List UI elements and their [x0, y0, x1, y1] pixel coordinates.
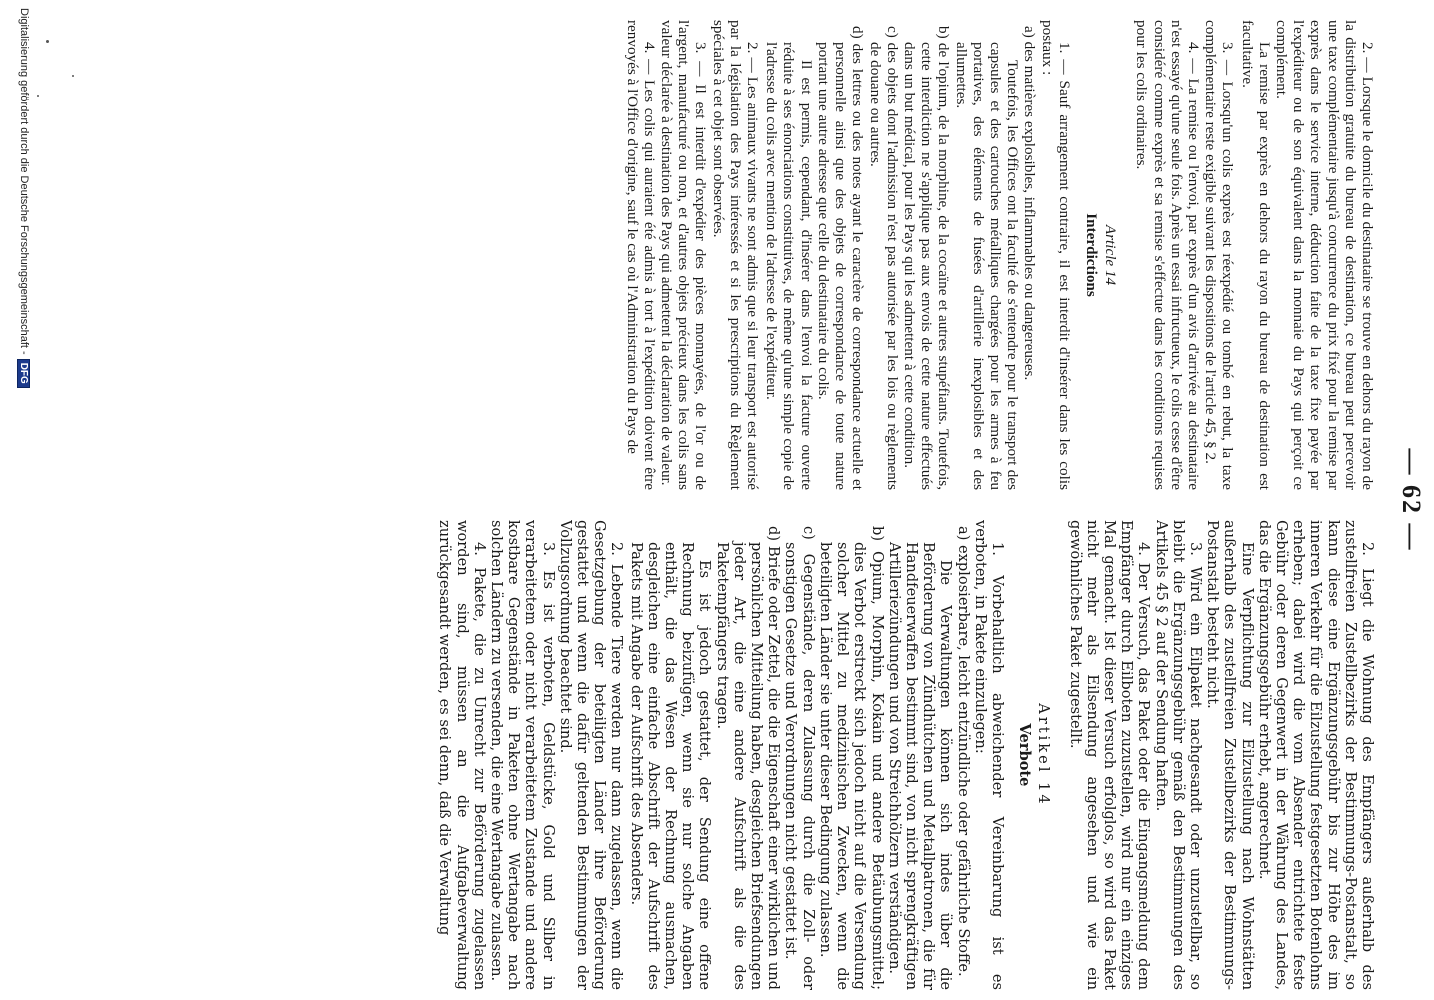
clause-2: 2. — Les animaux vivants ne sont admis que si leur transport est autorisé par la législation des Pays intéressés et si les prescriptions du Règlement spéciales à cet objet sont observées.	[709, 20, 762, 490]
absatz-4: 4. Der Versuch, das Paket oder die Eingangsmeldung dem Empfänger durch Eilboten zuzustellen, wird nur ein einziges Mal gemacht. Ist dieser Versuch erfolglos, so wird das Paket nicht mehr als Eilsendung angesehen und wie ein gewöhnliches Paket zugestellt.	[1066, 520, 1153, 990]
digitization-credit	[17, 8, 30, 388]
ziffer-1d: d) Briefe oder Zettel, die die Eigenschaft einer wirklichen und persönlichen Mitteilung haben, desgleichen Briefsendungen jeder Art, die eine andere Aufschrift als die des Paketempfängers tragen.	[713, 526, 783, 990]
scan-speck	[72, 75, 74, 77]
clause-3: 3. — Il est interdit d'expédier des pièces monnayées, de l'or ou de l'argent, manufacturé ou non, et d'autres objets précieux dans les colis sans valeur déclarée à destination des Pays qui admettent la déclaration de valeur.	[658, 20, 710, 490]
ziffer-1a: a) explosierbare, leicht entzündliche oder gefährliche Stoffe.	[954, 526, 972, 977]
credit-text: Digitalisierung gefördert durch die Deutsche Forschungsgemeinschaft -	[18, 8, 30, 355]
scan-speck	[37, 95, 39, 97]
article-label: Article 14	[1102, 224, 1120, 286]
clause-1c: c) des objets dont l'admission n'est pas autorisée par les lois ou règlements de douane ou autres.	[866, 26, 901, 490]
clause-1b: b) de l'opium, de la morphine, de la cocaïne et autres stupéfiants. Toutefois, cette interdiction ne s'applique pas aux envois de cette nature effectués dans un but médical, pour les Pays qui les admettent à cette condition.	[900, 26, 953, 490]
clause-1a-note: Toutefois, les Offices ont la faculté de s'entendre pour le transport des capsules et des cartouches métalliques chargées pour les armes à feu portatives, des éléments de fusées d'artillerie inexplosibles et des allumettes.	[952, 42, 1022, 490]
scan-speck	[46, 40, 49, 43]
german-text-column	[56, 520, 1376, 990]
clause-1: 1. — Sauf arrangement contraire, il est interdit d'insérer dans les colis postaux :	[1038, 20, 1073, 490]
clause-1d-note: Il est permis, cependant, d'insérer dans l'envoi la facture ouverte réduite à ses énonciations constitutives, de même qu'une simple copie de l'adresse du colis avec mention de l'adresse de l'expéditeur.	[763, 42, 815, 490]
absatz-2-fortsetzung: Eine Verpflichtung zur Eilzustellung nach Wohnstätten außerhalb des zustellfreien Zustellbezirks der Bestimmungs-Postanstalt besteht nicht.	[1204, 520, 1256, 990]
ziffer-1b: b) Opium, Morphin, Kokain und andere Betäubungsmittel; dies Verbot erstreckt sich jedoch nicht auf die Versendung solcher Mittel zu medizinischen Zwecken, wenn die beteiligten Länder sie unter dieser Bedingung zulassen.	[816, 526, 886, 990]
ziffer-1a-note: Die Verwaltungen können sich indes über die Beförderung von Zündhütchen und Metallpatronen, die für Handfeuerwaffen bestimmt sind, von nicht sprengkräftigen Artilleriezündungen und von Streichhölzern verständigen.	[885, 542, 955, 990]
ziffer-3: 3. Es ist verboten, Geldstücke, Gold und Silber in verarbeitetem oder nicht verarbeitetem Zustande und andere kostbare Gegenstände in Paketen ohne Wertangabe nach solchen Ländern zu versenden, die eine Wertangabe zulassen.	[488, 520, 557, 990]
artikel-heading: Verbote	[1016, 723, 1034, 787]
clause-1a: a) des matières explosibles, inflammables ou dangereuses.	[1021, 26, 1039, 381]
absatz-2: 2. Liegt die Wohnung des Empfängers außerhalb des zustellfreien Zustellbezirks der Bestimmungs-Postanstalt, so kann diese eine Ergänzungsgebühr bis zur Höhe des im inneren Verkehr für die Eilzustellung festgesetzten Botenlohns erheben; dabei wird die vom Absender entrichtete feste Gebühr oder deren Gegenwert in der Währung des Landes, das die Ergänzungsgebühr erhebt, angerechnet.	[1255, 520, 1376, 990]
ziffer-2: 2. Lebende Tiere werden nur dann zugelassen, wenn die Gesetzgebung der beteiligten Länder ihre Beförderung gestattet und wenn die dafür geltenden Bestimmungen der Vollzugsordnung beachtet sind.	[556, 520, 626, 990]
artikel-label: Artikel 14	[1035, 703, 1053, 807]
ziffer-4: 4. Pakete, die zu Unrecht zur Beförderung zugelassen worden sind, müssen an die Aufgabeverwaltung zurückgesandt werden, es sei denn, daß die Verwaltung	[436, 520, 488, 990]
clause-4: 4. — Les colis qui auraient été admis à tort à l'expédition doivent être renvoyés à l'Office d'origine, sauf le cas où l'Administration du Pays de	[623, 20, 658, 490]
absatz-3: 3. Wird ein Eilpaket nachgesandt oder unzustellbar, so bleibt die Ergänzungsgebühr gemäß den Bestimmungen des Artikels 45 § 2 auf der Sendung haften.	[1152, 520, 1204, 990]
paragraph-2: 2. — Lorsque le domicile du destinataire se trouve en dehors du rayon de la distribution gratuite du bureau de destination, ce bureau peut percevoir une taxe complémentaire jusqu'à concurrence du prix fixé pour la remise par exprès dans le service interne, déduction faite de la taxe fixe payée par l'expéditeur ou de son équivalent dans la monnaie du Pays qui perçoit ce complément.	[1272, 20, 1376, 490]
dfg-logo: DFG	[17, 359, 30, 388]
ziffer-1d-note: Es ist jedoch gestattet, der Sendung eine offene Rechnung beizufügen, wenn sie nur solche Angaben enthält, die das Wesen der Rechnung ausmachen, desgleichen eine einfache Abschrift der Aufschrift des Pakets mit Angabe der Aufschrift des Absenders.	[627, 542, 714, 990]
clause-1d: d) des lettres ou des notes ayant le caractère de correspondance actuelle et personnelle ainsi que des objets de correspondance de toute nature portant une autre adresse que celle du destinataire du colis.	[814, 26, 867, 490]
ziffer-1c: c) Gegenstände, deren Zulassung durch die Zoll- oder sonstigen Gesetze und Verordnungen nicht gestattet ist.	[782, 526, 817, 990]
ziffer-1: 1. Vorbehaltlich abweichender Vereinbarung ist es verboten, in Pakete einzulegen:	[971, 520, 1006, 990]
page-number: — 62 —	[1397, 448, 1426, 552]
paragraph-2-continued: La remise par exprès en dehors du rayon du bureau de destination est facultative.	[1238, 20, 1273, 490]
french-text-column	[56, 20, 1376, 490]
paragraph-4: 4. — La remise ou l'envoi, par exprès d'un avis d'arrivée au destinataire n'est essayé qu'une seule fois. Après un essai infructueux, le colis cesse d'être considéré comme exprès et sa remise s'effectue dans les conditions requises pour les colis ordinaires.	[1133, 20, 1202, 490]
paragraph-3: 3. — Lorsqu'un colis exprès est réexpédié ou tombé en rebut, la taxe complémentaire reste exigible suivant les dispositions de l'article 45, § 2.	[1202, 20, 1237, 490]
article-heading: Interdictions	[1082, 213, 1100, 297]
